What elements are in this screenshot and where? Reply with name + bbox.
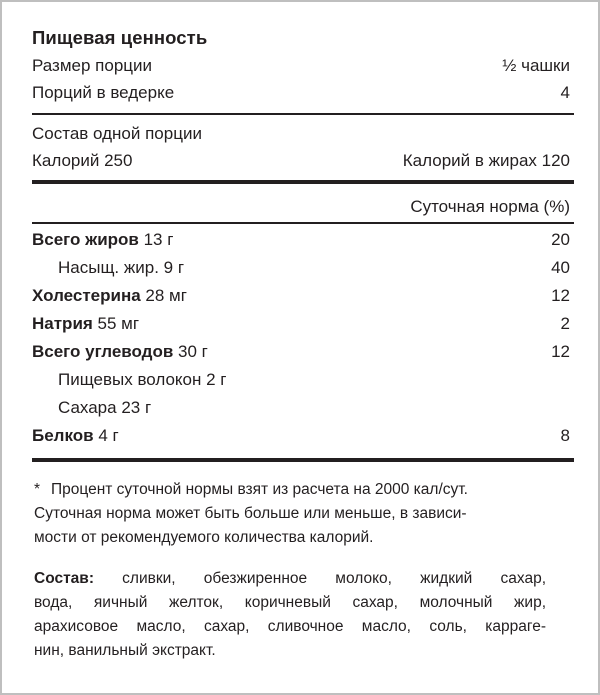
serving-size-row (30, 52, 572, 79)
nutrient-name: Всего углеводов 30 г (32, 342, 208, 361)
serving-size-value: ½ чашки (502, 56, 570, 75)
daily-value-footnote (30, 462, 572, 550)
nutrient-name-emphasis: Белков (32, 426, 94, 445)
nutrient-row (32, 310, 570, 338)
ingredients-line: нин, ванильный экстракт. (34, 642, 216, 659)
nutrient-row (32, 254, 570, 282)
nutrient-name-emphasis: Всего углеводов (32, 342, 174, 361)
nutrient-name: Холестерина 28 мг (32, 286, 187, 305)
nutrient-name: Насыщ. жир. 9 г (58, 258, 185, 277)
nutrient-row (32, 226, 570, 254)
calories-label: Калорий 250 (32, 151, 133, 170)
ingredients-line: вода, яичный желток, коричневый сахар, молочный жир, (34, 594, 546, 611)
nutrient-daily-value: 12 (551, 286, 570, 305)
nutrient-row (32, 422, 570, 450)
nutrient-row (32, 394, 570, 422)
nutrient-name-emphasis: Всего жиров (32, 230, 139, 249)
nutrient-name: Сахара 23 г (58, 398, 152, 417)
nutrient-row (32, 282, 570, 310)
calories-row (30, 147, 572, 174)
daily-value-header-row (30, 184, 572, 222)
nutrient-name: Пищевых волокон 2 г (58, 370, 227, 389)
amount-per-serving-row (30, 120, 572, 147)
servings-per-container-value: 4 (560, 83, 570, 102)
page-title: Пищевая ценность (32, 27, 208, 48)
footnote-line: * Процент суточной нормы взят из расчета на 2000 кал/сут. (34, 478, 542, 502)
nutrient-name: Белков 4 г (32, 426, 119, 445)
nutrient-row (32, 366, 570, 394)
nutrient-daily-value: 20 (551, 230, 570, 249)
footnote-asterisk: * (34, 481, 41, 498)
nutrient-daily-value: 12 (551, 342, 570, 361)
serving-size-label: Размер порции (32, 56, 152, 75)
servings-per-container-row (30, 79, 572, 106)
nutrient-name-emphasis: Натрия (32, 314, 93, 333)
footnote-line: мости от рекомендуемого количества калорий. (34, 529, 374, 546)
amount-per-serving-label: Состав одной порции (32, 124, 202, 143)
ingredients-label: Состав: (34, 570, 94, 587)
servings-per-container-label: Порций в ведерке (32, 83, 175, 102)
nutrient-name: Всего жиров 13 г (32, 230, 174, 249)
nutrient-daily-value: 40 (551, 258, 570, 277)
nutrient-name-emphasis: Холестерина (32, 286, 141, 305)
nutrient-daily-value: 2 (560, 314, 570, 333)
ingredients-line: арахисовое масло, сахар, сливочное масло, соль, карраге- (34, 618, 546, 635)
calories-from-fat-label: Калорий в жирах 120 (402, 151, 570, 170)
nutrient-daily-value: 8 (560, 426, 570, 445)
nutrient-row (32, 338, 570, 366)
nutrient-list (30, 224, 572, 458)
serving-information (30, 52, 572, 113)
nutrient-name: Натрия 55 мг (32, 314, 140, 333)
ingredients-statement (30, 550, 572, 663)
daily-value-header: Суточная норма (%) (410, 197, 570, 216)
ingredients-line: Состав: сливки, обезжиренное молоко, жидкий сахар, (34, 570, 546, 587)
footnote-line: Суточная норма может быть больше или меньше, в зависи- (34, 505, 467, 522)
calories-section (30, 115, 572, 180)
